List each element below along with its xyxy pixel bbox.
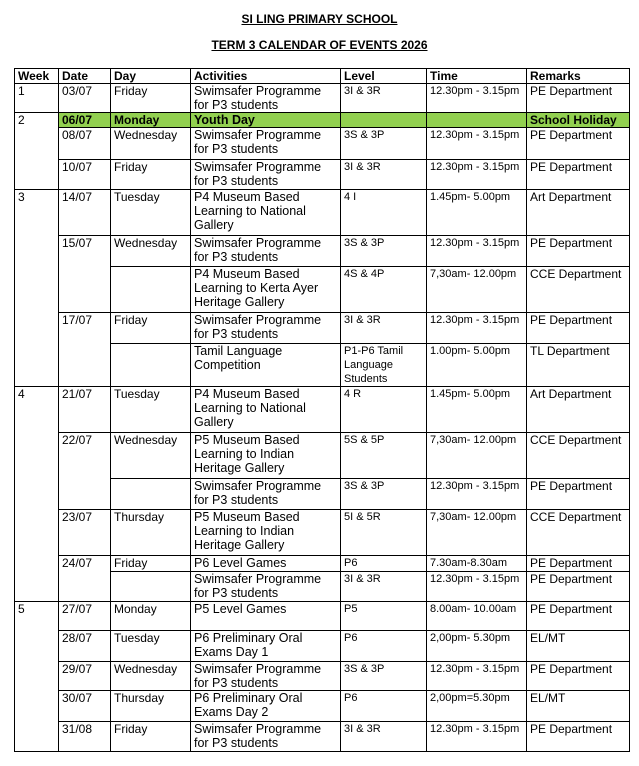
date-cell: 24/07 [59, 556, 111, 572]
week-cell [15, 479, 59, 510]
activity-cell: Swimsafer Programme for P3 students [191, 84, 341, 113]
day-cell: Friday [111, 556, 191, 572]
date-cell [59, 479, 111, 510]
date-cell [59, 344, 111, 387]
date-cell: 30/07 [59, 691, 111, 722]
col-header-level: Level [341, 69, 427, 84]
level-cell: 4 R [341, 387, 427, 433]
event-row [15, 344, 630, 387]
week-cell [15, 572, 59, 602]
activity-cell: P5 Level Games [191, 602, 341, 631]
time-cell: 7.30am-8.30am [427, 556, 527, 572]
remarks-cell: CCE Department [527, 433, 630, 479]
level-cell: P1-P6 Tamil Language Students [341, 344, 427, 387]
level-cell: 4S & 4P [341, 267, 427, 313]
week-cell [15, 631, 59, 662]
remarks-cell: TL Department [527, 344, 630, 387]
day-cell: Monday [111, 113, 191, 128]
week-cell: 4 [15, 387, 59, 433]
date-cell: 31/08 [59, 722, 111, 752]
remarks-cell: Art Department [527, 190, 630, 236]
remarks-cell: PE Department [527, 602, 630, 631]
event-row [15, 387, 630, 433]
time-cell: 2,00pm- 5.30pm [427, 631, 527, 662]
day-cell: Wednesday [111, 236, 191, 267]
remarks-cell: EL/MT [527, 691, 630, 722]
event-row [15, 160, 630, 190]
event-row [15, 128, 630, 160]
event-row [15, 236, 630, 267]
level-cell: 3S & 3P [341, 662, 427, 691]
time-cell: 8.00am- 10.00am [427, 602, 527, 631]
time-cell: 12.30pm - 3.15pm [427, 84, 527, 113]
col-header-activities: Activities [191, 69, 341, 84]
remarks-cell: PE Department [527, 313, 630, 344]
level-cell: 3I & 3R [341, 84, 427, 113]
activity-cell: P6 Level Games [191, 556, 341, 572]
remarks-cell: PE Department [527, 160, 630, 190]
remarks-cell: PE Department [527, 84, 630, 113]
event-row [15, 84, 630, 113]
level-cell: 3I & 3R [341, 722, 427, 752]
week-cell [15, 313, 59, 344]
time-cell: 7,30am- 12.00pm [427, 267, 527, 313]
activity-cell: Swimsafer Programme for P3 students [191, 572, 341, 602]
remarks-cell: PE Department [527, 572, 630, 602]
date-cell: 03/07 [59, 84, 111, 113]
activity-cell: Swimsafer Programme for P3 students [191, 128, 341, 160]
level-cell: P6 [341, 556, 427, 572]
level-cell: P5 [341, 602, 427, 631]
date-cell: 10/07 [59, 160, 111, 190]
activity-cell: Tamil Language Competition [191, 344, 341, 387]
day-cell: Friday [111, 84, 191, 113]
week-cell: 2 [15, 113, 59, 128]
week-cell [15, 236, 59, 267]
time-cell: 7,30am- 12.00pm [427, 433, 527, 479]
day-cell [111, 267, 191, 313]
level-cell: P6 [341, 631, 427, 662]
date-cell: 21/07 [59, 387, 111, 433]
date-cell: 22/07 [59, 433, 111, 479]
remarks-cell: PE Department [527, 479, 630, 510]
activity-cell: Swimsafer Programme for P3 students [191, 722, 341, 752]
level-cell: 3S & 3P [341, 236, 427, 267]
day-cell: Wednesday [111, 128, 191, 160]
event-row [15, 722, 630, 752]
school-name: SI LING PRIMARY SCHOOL [241, 12, 398, 26]
time-cell: 12.30pm - 3.15pm [427, 572, 527, 602]
day-cell [111, 344, 191, 387]
time-cell: 7,30am- 12.00pm [427, 510, 527, 556]
event-row [15, 267, 630, 313]
activity-cell: P4 Museum Based Learning to Kerta Ayer Heritage Gallery [191, 267, 341, 313]
week-cell: 1 [15, 84, 59, 113]
remarks-cell: PE Department [527, 556, 630, 572]
calendar-title: TERM 3 CALENDAR OF EVENTS 2026 [211, 38, 428, 52]
remarks-cell: CCE Department [527, 267, 630, 313]
time-cell: 1.45pm- 5.00pm [427, 190, 527, 236]
activity-cell: P5 Museum Based Learning to Indian Heritage Gallery [191, 433, 341, 479]
week-cell [15, 128, 59, 160]
time-cell [427, 113, 527, 128]
time-cell: 12.30pm - 3.15pm [427, 479, 527, 510]
level-cell: 3I & 3R [341, 160, 427, 190]
event-row [15, 691, 630, 722]
col-header-time: Time [427, 69, 527, 84]
day-cell: Wednesday [111, 662, 191, 691]
event-row [15, 662, 630, 691]
level-cell [341, 113, 427, 128]
date-cell: 15/07 [59, 236, 111, 267]
col-header-day: Day [111, 69, 191, 84]
week-cell [15, 267, 59, 313]
date-cell: 06/07 [59, 113, 111, 128]
time-cell: 12.30pm - 3.15pm [427, 160, 527, 190]
date-cell: 29/07 [59, 662, 111, 691]
level-cell: 5I & 5R [341, 510, 427, 556]
activity-cell: P4 Museum Based Learning to National Gallery [191, 190, 341, 236]
date-cell: 28/07 [59, 631, 111, 662]
date-cell [59, 572, 111, 602]
time-cell: 12.30pm - 3.15pm [427, 313, 527, 344]
level-cell: 3I & 3R [341, 572, 427, 602]
week-cell [15, 556, 59, 572]
header-row [15, 69, 630, 84]
event-row [15, 313, 630, 344]
time-cell: 2,00pm=5.30pm [427, 691, 527, 722]
week-cell [15, 722, 59, 752]
date-cell [59, 267, 111, 313]
week-cell [15, 510, 59, 556]
week-cell: 5 [15, 602, 59, 631]
activity-cell: P6 Preliminary Oral Exams Day 2 [191, 691, 341, 722]
col-header-date: Date [59, 69, 111, 84]
time-cell: 12.30pm - 3.15pm [427, 722, 527, 752]
col-header-week: Week [15, 69, 59, 84]
date-cell: 27/07 [59, 602, 111, 631]
date-cell: 08/07 [59, 128, 111, 160]
week-cell: 3 [15, 190, 59, 236]
activity-cell: Youth Day [191, 113, 341, 128]
level-cell: 3I & 3R [341, 313, 427, 344]
time-cell: 1.00pm- 5.00pm [427, 344, 527, 387]
remarks-cell: School Holiday [527, 113, 630, 128]
activity-cell: Swimsafer Programme for P3 students [191, 160, 341, 190]
remarks-cell: PE Department [527, 722, 630, 752]
event-row [15, 433, 630, 479]
week-cell [15, 344, 59, 387]
day-cell: Friday [111, 160, 191, 190]
remarks-cell: EL/MT [527, 631, 630, 662]
event-row [15, 190, 630, 236]
activity-cell: Swimsafer Programme for P3 students [191, 479, 341, 510]
activity-cell: P6 Preliminary Oral Exams Day 1 [191, 631, 341, 662]
level-cell: 4 I [341, 190, 427, 236]
col-header-remarks: Remarks [527, 69, 630, 84]
level-cell: 5S & 5P [341, 433, 427, 479]
date-cell: 14/07 [59, 190, 111, 236]
remarks-cell: PE Department [527, 128, 630, 160]
event-row [15, 556, 630, 572]
time-cell: 12.30pm - 3.15pm [427, 128, 527, 160]
day-cell: Tuesday [111, 190, 191, 236]
time-cell: 12.30pm - 3.15pm [427, 662, 527, 691]
day-cell: Wednesday [111, 433, 191, 479]
day-cell [111, 479, 191, 510]
activity-cell: Swimsafer Programme for P3 students [191, 662, 341, 691]
activity-cell: Swimsafer Programme for P3 students [191, 313, 341, 344]
day-cell: Thursday [111, 510, 191, 556]
remarks-cell: PE Department [527, 662, 630, 691]
day-cell: Tuesday [111, 387, 191, 433]
event-row [15, 602, 630, 631]
activity-cell: Swimsafer Programme for P3 students [191, 236, 341, 267]
holiday-row [15, 113, 630, 128]
day-cell: Friday [111, 313, 191, 344]
event-row [15, 510, 630, 556]
day-cell: Tuesday [111, 631, 191, 662]
date-cell: 17/07 [59, 313, 111, 344]
level-cell: 3S & 3P [341, 479, 427, 510]
day-cell: Thursday [111, 691, 191, 722]
week-cell [15, 662, 59, 691]
event-row [15, 631, 630, 662]
level-cell: 3S & 3P [341, 128, 427, 160]
event-row [15, 572, 630, 602]
date-cell: 23/07 [59, 510, 111, 556]
remarks-cell: CCE Department [527, 510, 630, 556]
remarks-cell: PE Department [527, 236, 630, 267]
time-cell: 12.30pm - 3.15pm [427, 236, 527, 267]
remarks-cell: Art Department [527, 387, 630, 433]
week-cell [15, 160, 59, 190]
day-cell: Friday [111, 722, 191, 752]
day-cell: Monday [111, 602, 191, 631]
event-row [15, 479, 630, 510]
week-cell [15, 433, 59, 479]
day-cell [111, 572, 191, 602]
activity-cell: P4 Museum Based Learning to National Gallery [191, 387, 341, 433]
events-table [14, 68, 630, 752]
level-cell: P6 [341, 691, 427, 722]
time-cell: 1.45pm- 5.00pm [427, 387, 527, 433]
activity-cell: P5 Museum Based Learning to Indian Heritage Gallery [191, 510, 341, 556]
week-cell [15, 691, 59, 722]
